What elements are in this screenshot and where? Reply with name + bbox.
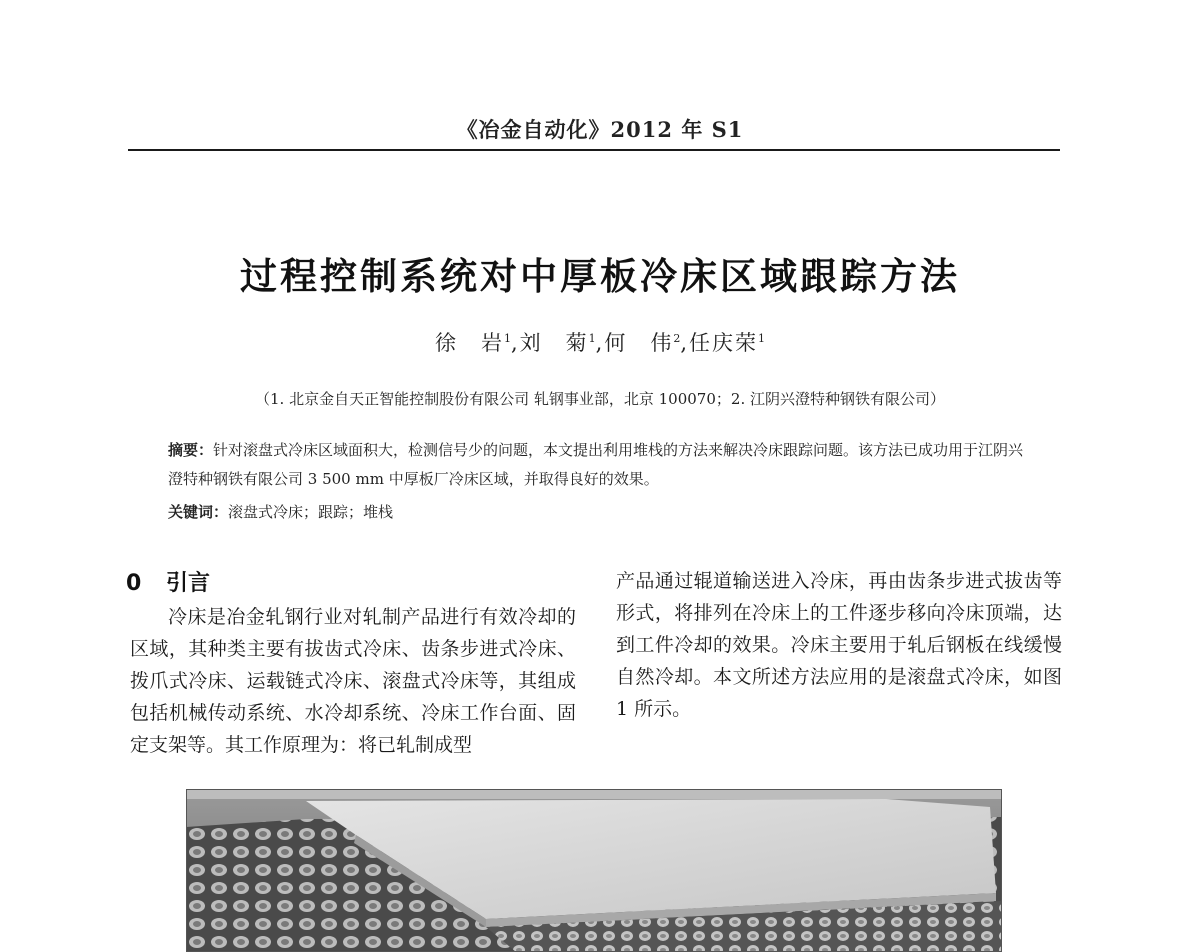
section-number: 0 bbox=[126, 571, 142, 596]
section-heading bbox=[126, 566, 210, 597]
section-title: 引言 bbox=[166, 571, 211, 596]
paper-title: 过程控制系统对中厚板冷床区域跟踪方法 bbox=[240, 255, 960, 298]
author-name: 任庆荣 bbox=[689, 331, 759, 355]
cooling-bed-figure bbox=[186, 789, 1002, 952]
keywords bbox=[168, 498, 1028, 526]
author-affiliation-mark: 1 bbox=[503, 332, 511, 345]
author-name: 徐 岩 bbox=[434, 331, 504, 355]
author-affiliation-mark: 1 bbox=[588, 332, 596, 345]
author-name: 何 伟 bbox=[604, 331, 674, 355]
author-list: 徐 岩$^1$,刘 菊$^1$,何 伟$^2$,任庆荣$^1$ bbox=[434, 331, 766, 355]
abstract bbox=[168, 436, 1028, 494]
header-rule bbox=[128, 149, 1060, 151]
body-text-right-column: 产品通过辊道输送进入冷床，再由齿条步进式拔齿等形式，将排列在冷床上的工件逐步移向冷床顶端，达到工件冷却的效果。冷床主要用于轧后钢板在线缓慢自然冷却。本文所述方法应用的是滚盘式冷床，如图 1 所示。 bbox=[616, 570, 1062, 720]
author-affiliation-mark: 1 bbox=[758, 332, 766, 345]
keywords-label: 关键词： bbox=[168, 503, 229, 521]
abstract-label: 摘要： bbox=[168, 441, 214, 459]
author-name: 刘 菊 bbox=[519, 331, 589, 355]
cooling-bed-photo bbox=[186, 789, 1002, 952]
abstract-text: 针对滚盘式冷床区域面积大，检测信号少的问题，本文提出利用堆栈的方法来解决冷床跟踪问题。该方法已成功用于江阴兴澄特种钢铁有限公司 3 500 mm 中厚板厂冷床区域，并取得良好的效果。 bbox=[168, 441, 1024, 488]
keywords-text: 滚盘式冷床；跟踪；堆栈 bbox=[228, 503, 394, 521]
author-affiliation-mark: 2 bbox=[673, 332, 681, 345]
affiliation: （1. 北京金自天正智能控制股份有限公司 轧钢事业部，北京 100070；2. 江阴兴澄特种钢铁有限公司） bbox=[255, 390, 945, 408]
journal-header: 《冶金自动化》2012 年 S1 bbox=[456, 117, 744, 142]
body-text-left-column: 冷床是冶金轧钢行业对轧制产品进行有效冷却的区域，其种类主要有拔齿式冷床、齿条步进式冷床、拨爪式冷床、运载链式冷床、滚盘式冷床等，其组成包括机械传动系统、水冷却系统、冷床工作台面、固定支架等。其工作原理为：将已轧制成型 bbox=[130, 606, 576, 756]
